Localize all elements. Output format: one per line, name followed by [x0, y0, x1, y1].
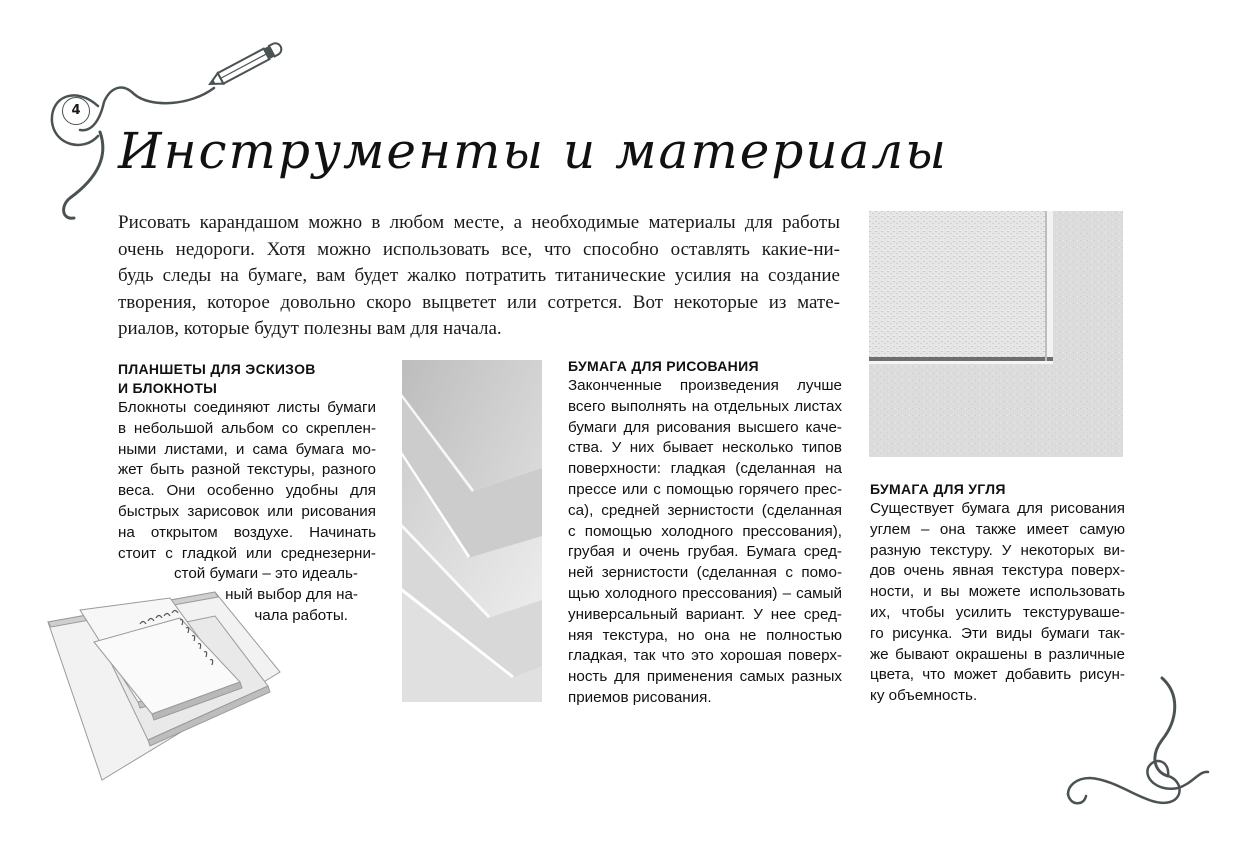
body-line: ства. У них бывает несколько типов — [568, 439, 842, 457]
section-heading — [118, 360, 376, 398]
body-line: Законченные произведения лучше — [568, 377, 842, 394]
body-line: веса. Они особенно удобны для — [118, 482, 376, 500]
body-line: гладкая, так что это хорошая поверх- — [568, 647, 842, 665]
body-line: Блокноты соединяют листы бумаги — [118, 399, 376, 416]
body-line: стоит с гладкой или среднезерни- — [118, 544, 376, 562]
body-line: ность для применения самых разных — [568, 668, 842, 686]
section-body — [568, 376, 842, 709]
body-line: няя текстура, но она не полностью — [568, 626, 842, 644]
body-line: щью холодного прессования) – самый — [568, 584, 842, 602]
body-line: же бывают окрашены в различные — [870, 645, 1125, 663]
paper-sheets-photo — [402, 360, 542, 702]
body-line: ными листами, и сама бумага мо- — [118, 440, 376, 458]
section-drawing-paper — [568, 357, 842, 709]
body-line: дов очень явная текстура поверх- — [870, 562, 1125, 580]
section-heading: БУМАГА ДЛЯ УГЛЯ — [870, 481, 1006, 497]
body-line: ней зернистости (сделанная с помо- — [568, 564, 842, 582]
body-line: с помощью холодного прессования), — [568, 522, 842, 540]
body-line: стой бумаги – это идеаль- — [173, 565, 358, 583]
section-heading: БУМАГА ДЛЯ РИСОВАНИЯ — [568, 358, 759, 374]
body-line: приемов рисования. — [568, 688, 712, 706]
body-line: грубая и очень грубая. Бумага сред- — [568, 543, 842, 561]
body-line: са), средней зернистости (сделанная — [568, 501, 842, 519]
intro-paragraph — [118, 210, 840, 343]
body-line: прессе или с помощью горячего прес- — [568, 480, 842, 498]
body-line: их, чтобы усилить текстуруваше- — [870, 603, 1125, 621]
page-number: 4 — [62, 97, 90, 125]
body-line: ности, и вы можете использовать — [870, 583, 1125, 601]
body-line: универсальный вариант. У нее сред- — [568, 605, 842, 623]
body-line: цвета, что может добавить рисун- — [870, 666, 1125, 684]
corner-swirl-ornament — [1050, 660, 1240, 844]
body-line: Существует бумага для рисования — [870, 500, 1125, 517]
body-line: жет быть разной текстуры, разного — [118, 461, 376, 479]
body-line: ку объемность. — [870, 687, 978, 705]
section-heading-line: ПЛАНШЕТЫ ДЛЯ ЭСКИЗОВ — [118, 361, 316, 377]
body-line: на открытом воздухе. Начинать — [118, 523, 376, 541]
body-line: ный выбор для на- — [225, 586, 358, 604]
section-heading-line: И БЛОКНОТЫ — [118, 380, 218, 396]
page-title: Инструменты и материалы — [118, 122, 948, 180]
body-line: углем – она также имеет самую — [870, 520, 1125, 538]
body-line: чала работы. — [254, 606, 348, 624]
intro-line: творения, которое довольно скоро выцветет или сотрется. Вот некоторые из мате- — [118, 291, 840, 313]
sketchbooks-illustration — [40, 582, 290, 782]
intro-line: будь следы на бумаге, вам будет жалко потратить титанические усилия на создание — [118, 265, 840, 286]
body-line: быстрых зарисовок или рисования — [118, 502, 376, 520]
intro-line: очень недороги. Хотя можно использовать все, что способно оставлять какие-ни- — [118, 238, 840, 260]
body-line: го рисунка. Эти виды бумаги так- — [870, 624, 1125, 642]
body-line: бумаги для рисования высшего каче- — [568, 418, 842, 436]
pencil-icon — [207, 41, 283, 89]
body-line: разную текстуру. У некоторых ви- — [870, 541, 1125, 559]
body-line: поверхности: гладкая (сделанная на — [568, 460, 842, 478]
charcoal-paper-photo — [869, 211, 1123, 457]
body-line: всего выполнять на отдельных листах — [568, 397, 842, 415]
intro-line: Рисовать карандашом можно в любом месте, а необходимые материалы для работы — [118, 212, 840, 233]
intro-line: риалов, которые будут полезны вам для начала. — [118, 318, 502, 339]
body-line: в небольшой альбом со скреплен- — [118, 419, 376, 437]
